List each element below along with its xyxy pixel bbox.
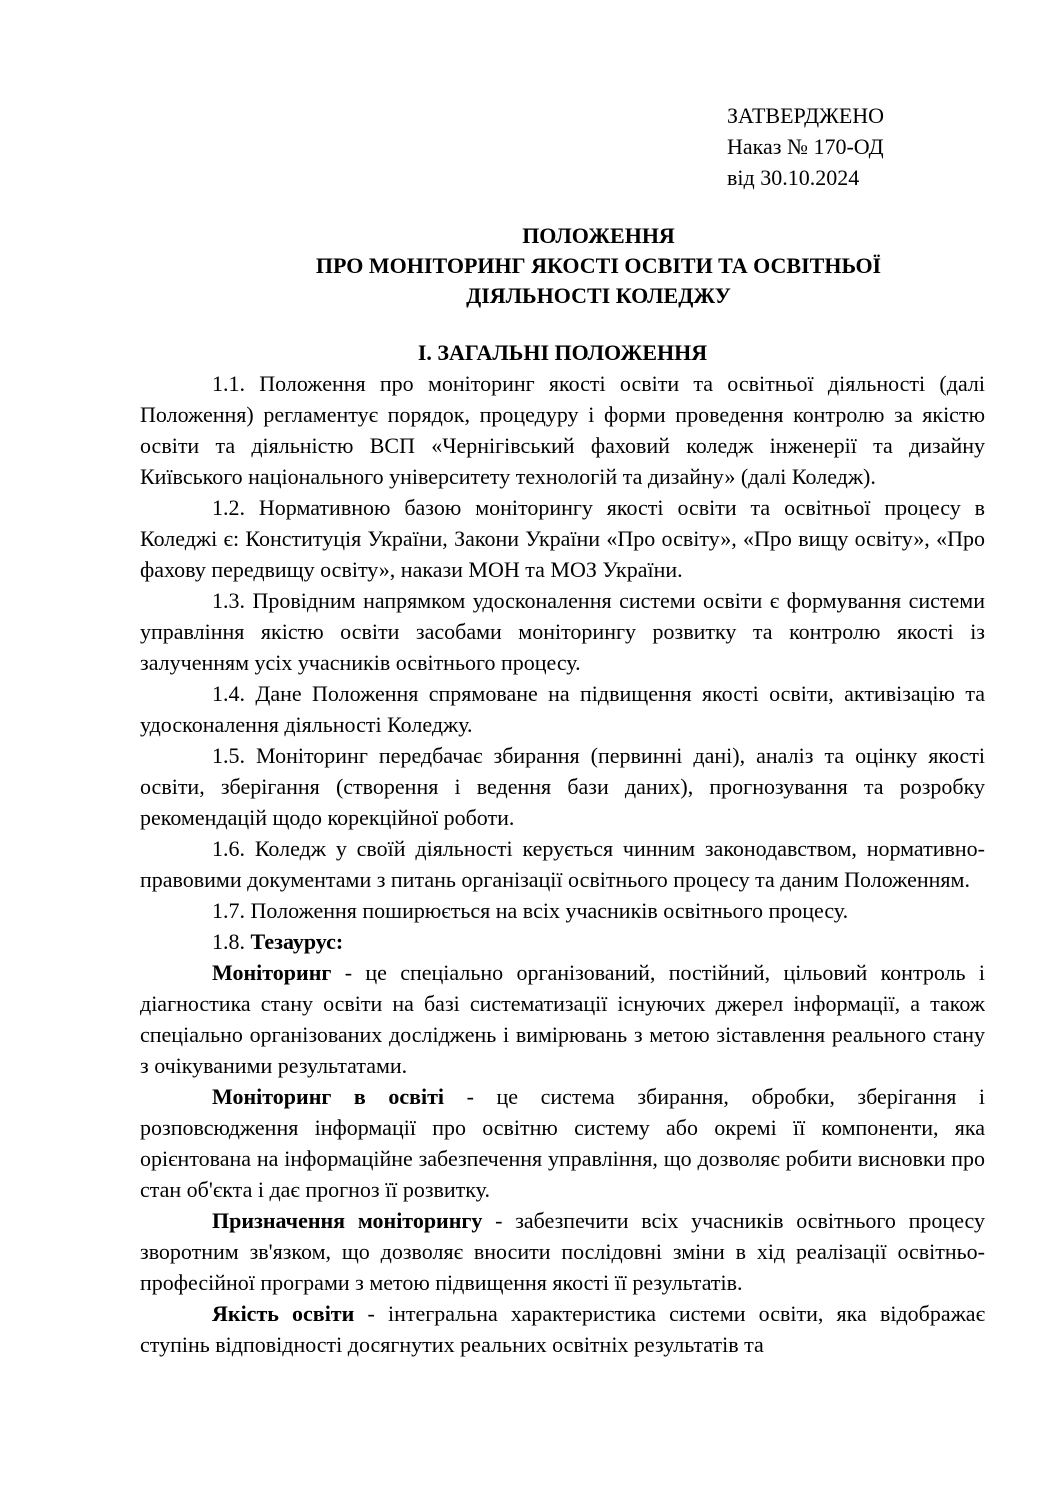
approval-block (727, 100, 1058, 193)
paragraph (140, 678, 985, 740)
paragraph (140, 895, 985, 926)
paragraph-term-bold: Якість освіти (212, 1301, 355, 1326)
approval-line-order-number: Наказ № 170-ОД (727, 134, 884, 159)
document-body (140, 368, 985, 1360)
paragraph (140, 492, 985, 585)
paragraph-text: - це система збирання, обробки, зберігання і розповсюдження інформації про освітню систему або окремі її компоненти, яка орієнтована на інформаційне забезпечення управління, що дозволяє робити висновки про стан об'єкта і дає прогноз її розвитку. (140, 1084, 985, 1202)
paragraph-term-bold: Призначення моніторингу (212, 1208, 483, 1233)
paragraph-text: 1.2. Нормативною базою моніторингу якості освіти та освітньої процесу в Коледжі є: Конституція України, Закони України «Про освіту», «Про вищу освіту», «Про фахову передвищу освіту», накази МОН та МОЗ України. (140, 495, 985, 582)
document-title (212, 221, 985, 311)
paragraph-text: 1.3. Провідним напрямком удосконалення системи освіти є формування системи управління якістю освіти засобами моніторингу розвитку та контролю якості із залученням усіх учасників освітнього процесу. (140, 588, 985, 675)
paragraph (140, 740, 985, 833)
paragraph-text: - забезпечити всіх учасників освітнього процесу зворотним зв'язком, що дозволяє вносити послідовні зміни в хід реалізації освітньо-професійної програми з метою підвищення якості її результатів. (140, 1208, 985, 1295)
title-line-2: ПРО МОНІТОРИНГ ЯКОСТІ ОСВІТИ ТА ОСВІТНЬОЇ (315, 253, 882, 278)
paragraph-term-bold: Тезаурус: (250, 929, 344, 954)
paragraph-text: 1.1. Положення про моніторинг якості освіти та освітньої діяльності (далі Положення) регламентує порядок, процедуру і форми проведення контролю за якістю освіти та діяльністю ВСП «Чернігівський фаховий коледж інженерії та дизайну Київського національного університету технологій та дизайну» (далі Коледж). (140, 371, 985, 489)
paragraph (140, 1205, 985, 1298)
paragraph (140, 368, 985, 492)
paragraph-text: 1.7. Положення поширюється на всіх учасників освітнього процесу. (212, 898, 849, 923)
title-line-3: ДІЯЛЬНОСТІ КОЛЕДЖУ (466, 283, 731, 308)
approval-line-approved: ЗАТВЕРДЖЕНО (727, 103, 885, 128)
section-heading: І. ЗАГАЛЬНІ ПОЛОЖЕННЯ (417, 340, 708, 365)
paragraph (140, 926, 985, 957)
paragraph (140, 833, 985, 895)
paragraph-text: - інтегральна характеристика системи освіти, яка відображає ступінь відповідності досягнутих реальних освітніх результатів та (140, 1301, 986, 1357)
paragraph-term-bold: Моніторинг (212, 960, 332, 985)
paragraph (140, 957, 985, 1081)
paragraph-text: 1.6. Коледж у своїй діяльності керується чинним законодавством, нормативно-правовими документами з питань організації освітнього процесу та даним Положенням. (140, 836, 985, 892)
paragraph-text: - це спеціально організований, постійний, цільовий контроль і діагностика стану освіти на базі систематизації існуючих джерел інформації, а також спеціально організованих досліджень і вимірювань з метою зіставлення реального стану з очікуваними результатами. (140, 960, 985, 1078)
paragraph-term-bold: Моніторинг в освіті (212, 1084, 445, 1109)
paragraph (140, 1081, 985, 1205)
approval-line-order-date: від 30.10.2024 (727, 165, 860, 190)
paragraph-text: 1.5. Моніторинг передбачає збирання (первинні дані), аналіз та оцінку якості освіти, зберігання (створення і ведення бази даних), прогнозування та розробку рекомендацій щодо корекційної роботи. (140, 743, 985, 830)
title-line-1: ПОЛОЖЕННЯ (522, 223, 675, 248)
paragraph-text: 1.4. Дане Положення спрямоване на підвищення якості освіти, активізацію та удосконалення діяльності Коледжу. (140, 681, 985, 737)
paragraph-text: 1.8. (212, 929, 251, 954)
paragraph (140, 585, 985, 678)
paragraph (140, 1298, 985, 1360)
